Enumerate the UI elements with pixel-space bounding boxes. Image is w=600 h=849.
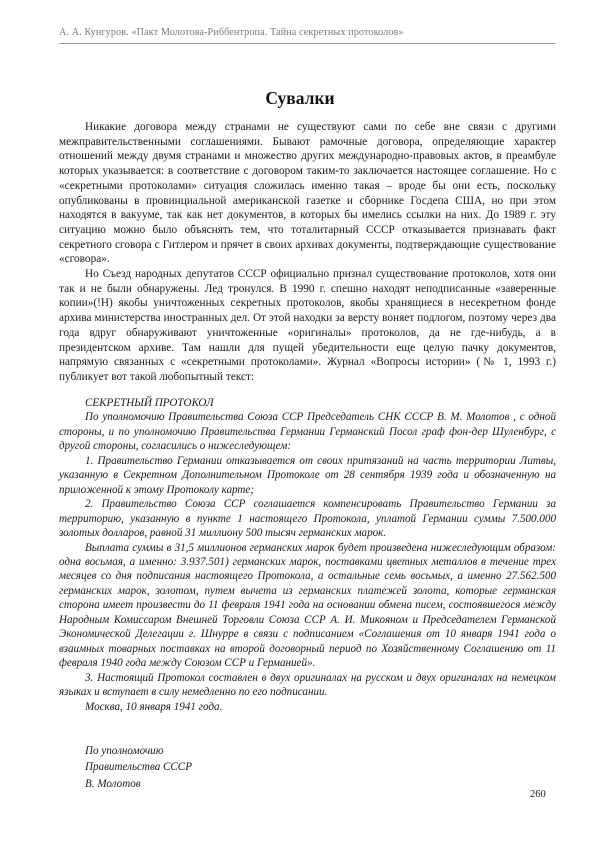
protocol-paragraph: Выплата суммы в 31,5 миллионов германских марок будет произведена нижеследующим образом: одна восьмая, а именно: 3.937.501) германских марок, поставками цветных металлов в течение трех месяцев со дня подписания настоящего Протокола, а остальные семь восьмых, а именно 27.562.500 германских марок, золотом, путем вычета из германских платежей золота, которые германская сторона имеет произвести до 11 февраля 1941 года на основании обмена писем, состоявшегося между Народным Комиссаром Внешней Торговли Союза ССР А. И. Микояном и Председателем Германской Экономической Делегации г. Шнурре в связи с подписанием «Соглашения от 10 января 1941 года о взаимных товарных поставках на второй договорный период по Хозяйственному Соглашению от 11 февраля 1940 года между Союзом ССР и Германией». [59,541,556,670]
paragraph: Но Съезд народных депутатов СССР официально признал существование протоколов, хотя они так и не были обнаружены. Лед тронулся. В 1990 г. спешно находят неподписанные «заверенные копии»(!Н) якобы уничтоженных секретных протоколов, якобы хранящиеся в несекретном фонде архива министерства иностранных дел. От этой находки за версту воняет подлогом, поэтому через два года вдруг обнаруживают уничтоженные «оригиналы» протоколов, да не где-нибудь, а в президентском архиве. Там нашли для пущей убедительности еще целую пачку документов, напрямую связанных с «секретными протоколами». Журнал «Вопросы истории» (№ 1, 1993 г.) публикует вот такой любопытный текст: [59,268,556,383]
signature-line: По уполномочию [85,745,164,757]
quoted-protocol [59,396,556,714]
page-number: 260 [530,789,546,800]
signature-line: Правительства СССР [85,761,192,774]
protocol-paragraph: 1. Правительство Германии отказывается от своих притязаний на часть территории Литвы, указанную в Секретном Дополнительном Протоколе от 28 сентября 1939 года и обозначенную на приложенной к этому Протоколу карте; [59,454,556,496]
signature-line: В. Молотов [85,777,141,790]
protocol-heading: СЕКРЕТНЫЙ ПРОТОКОЛ [85,397,214,409]
body-text [59,120,556,385]
signature-block [85,743,385,792]
running-header: А. А. Кунгуров. «Пакт Молотова-Риббентропа. Тайна секретных протоколов» [59,27,555,44]
protocol-paragraph: 2. Правительство Союза ССР соглашается компенсировать Правительство Германии за территорию, указанную в пункте 1 настоящего Протокола, уплатой Германии суммы 7.500.000 золотых долларов, равной 31 миллиону 500 тысяч германских марок. [59,498,556,540]
protocol-paragraph: 3. Настоящий Протокол составлен в двух оригиналах на русском и двух оригиналах на немецком языках и вступает в силу немедленно по его подписании. [59,671,556,699]
paragraph: Никакие договора между странами не существуют сами по себе вне связи с другими межправительственными соглашениями. Бывают рамочные договора, определяющие характер отношений между двумя странами и множество других международно-правовых актов, в преамбуле которых указывается: в соответствие с договором таким-то заключается настоящее соглашение. Но с «секретными протоколами» ситуация сложилась именно такая – вроде бы они есть, поскольку опубликованы в провинциальной американской газетке и сборнике Госдепа США, но при этом находятся в вакууме, так как нет документов, в которых бы имелись ссылки на них. До 1989 г. эту ситуацию можно было объяснять тем, что тоталитарный СССР отказывается признавать факт секретного сговора с Гитлером и прячет в своих архивах документы, подтверждающие существование «сговора». [59,121,556,266]
protocol-date: Москва, 10 января 1941 года. [85,700,223,713]
protocol-paragraph: По уполномочию Правительства Союза ССР Председатель СНК СССР В. М. Молотов , с одной стороны, и по уполномочию Правительства Германии Германский Посол граф фон-дер Шуленбург, с другой стороны, согласились о нижеследующем: [59,411,556,453]
section-title: Сувалки [265,88,335,108]
